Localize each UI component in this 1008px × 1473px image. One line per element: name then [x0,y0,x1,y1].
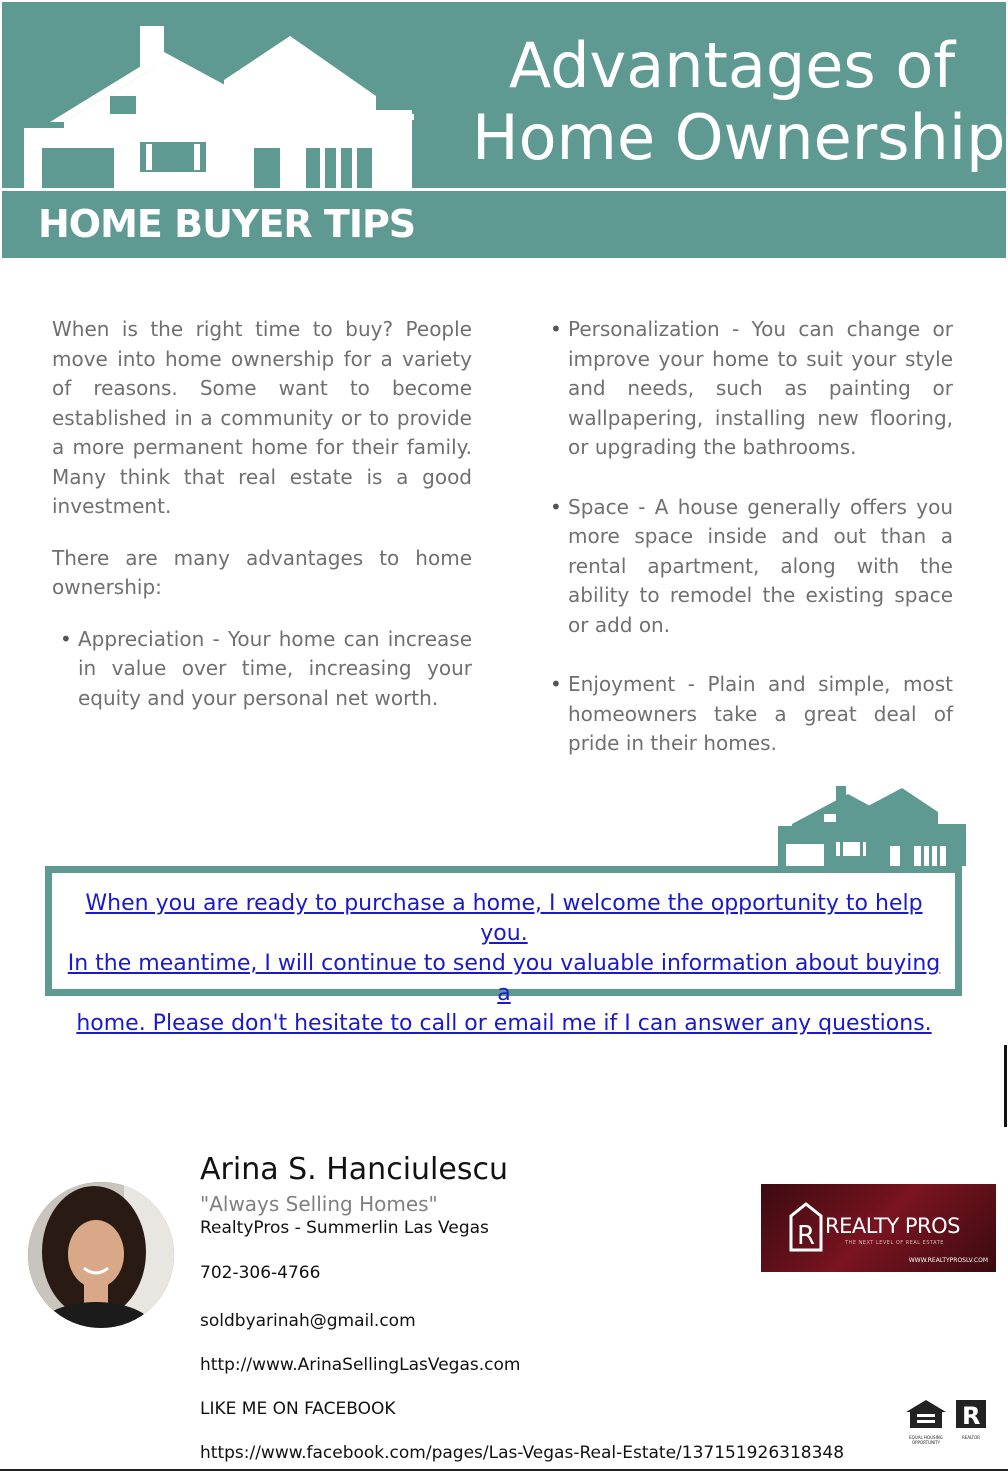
facebook-label: LIKE ME ON FACEBOOK [200,1399,396,1419]
realty-pros-logo [761,1184,996,1272]
banner-divider [2,188,1006,191]
logo-tagline: THE NEXT LEVEL OF REAL ESTATE [845,1240,944,1246]
eho-caption: EQUAL HOUSING OPPORTUNITY [909,1435,943,1445]
realty-pros-mark-icon [789,1202,823,1252]
lead-paragraph: There are many advantages to home ownership: [52,545,472,599]
equal-housing-badge [904,1398,948,1445]
small-house-icon [778,784,966,866]
right-bullet-list [548,315,953,759]
left-column [52,315,472,743]
cta-line-3[interactable]: home. Please don't hesitate to call or email me if I can answer any questions. [76,1011,932,1036]
realtor-icon [954,1398,988,1430]
bullet-text: Space - A house generally offers you more space inside and out than a rental apartment, along with the ability to remodel the existing space or add on. [568,494,953,637]
bullet-text: Enjoyment - Plain and simple, most homeowners take a great deal of pride in their homes. [568,672,953,755]
svg-text:R: R [797,1221,816,1251]
right-column [548,315,953,789]
title-line-1: Advantages of [508,29,956,102]
agent-phone[interactable]: 702-306-4766 [200,1263,321,1283]
avatar-portrait-icon [28,1182,174,1328]
svg-text:R: R [962,1402,981,1430]
facebook-link[interactable]: https://www.facebook.com/pages/Las-Vegas-Real-Estate/137151926318348 [200,1443,845,1463]
edge-marker [1004,1045,1007,1127]
avatar [28,1182,174,1328]
list-item [52,625,472,714]
bullet-icon: • [550,494,562,519]
list-item [548,315,953,463]
title-line-2: Home Ownership [472,101,1006,174]
bullet-text: Personalization - You can change or improve your home to suit your style and needs, such as painting or wallpapering, installing new flooring, or upgrading the bathrooms. [568,317,953,459]
left-bullet-list [52,625,472,714]
house-silhouette-icon [24,22,416,192]
page-title [472,29,1006,174]
agent-website[interactable]: http://www.ArinaSellingLasVegas.com [200,1355,521,1375]
cta-line-1[interactable]: When you are ready to purchase a home, I welcome the opportunity to help you. [85,891,923,946]
logo-url: WWW.REALTYPROSLV.COM [908,1257,988,1264]
intro-paragraph: When is the right time to buy? People move into home ownership for a variety of reasons. Some want to become established in a community or to provide a more permanent home for their family. Many think that real estate is a good investment. [52,317,472,518]
page-bottom-border [0,1469,1008,1471]
list-item [548,670,953,759]
cta-line-2[interactable]: In the meantime, I will continue to send you valuable information about buying a [67,951,941,1006]
bullet-icon: • [60,626,72,651]
agent-name: Arina S. Hanciulescu [200,1152,508,1187]
equal-housing-icon [904,1398,948,1430]
list-item [548,493,953,641]
call-to-action-box [45,866,962,1036]
agent-email[interactable]: soldbyarinah@gmail.com [200,1311,416,1331]
header-banner [2,2,1006,258]
bullet-icon: • [550,672,562,696]
bullet-text: Appreciation - Your home can increase in value over time, increasing your equity and your personal net worth. [78,626,472,710]
agent-tagline: "Always Selling Homes" [200,1192,438,1216]
agent-company: RealtyPros - Summerlin Las Vegas [200,1218,489,1238]
call-to-action-text[interactable] [64,889,944,1039]
realtor-caption: REALTOR [961,1435,981,1440]
realtor-badge [954,1398,988,1440]
logo-brand: REALTY PROS [825,1214,960,1238]
section-subtitle: HOME BUYER TIPS [38,202,416,246]
bullet-icon: • [550,317,562,341]
